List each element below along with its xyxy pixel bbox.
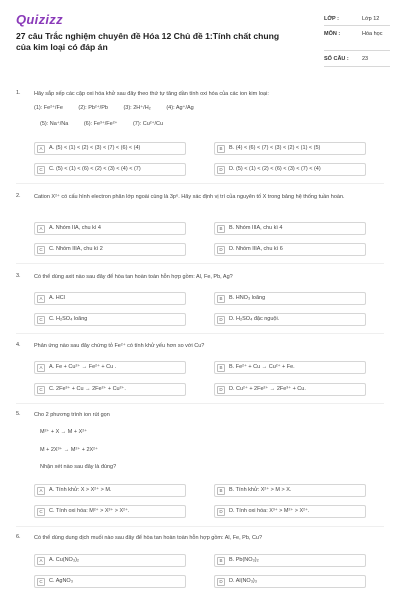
- option-letter-badge: D: [217, 246, 225, 254]
- subject-value: Hóa học: [362, 31, 383, 37]
- answer-option-a[interactable]: [34, 484, 186, 497]
- option-letter-badge: C: [37, 246, 45, 254]
- answer-option-c[interactable]: [34, 163, 186, 176]
- answer-option-b[interactable]: [214, 292, 366, 305]
- option-text: D. Nhóm IIIA, chu kì 6: [229, 246, 283, 252]
- equation-1: M²⁺ + X → M + X²⁺: [40, 429, 88, 435]
- answer-option-c[interactable]: [34, 383, 186, 396]
- answer-option-a[interactable]: [34, 554, 186, 567]
- option-text: D. Al(NO₃)₃: [229, 578, 258, 584]
- pair-item: (6): Fe³⁺/Fe²⁺: [83, 121, 118, 127]
- option-letter-badge: B: [217, 145, 225, 153]
- option-letter-badge: A: [37, 364, 45, 372]
- option-text: D. Tính oxi hóa: X³⁺ > M²⁺ > X²⁺.: [229, 508, 310, 514]
- option-text: C. Nhóm IIIA, chu kì 2: [49, 246, 103, 252]
- option-letter-badge: A: [37, 145, 45, 153]
- option-text: B. HNO₃ loãng: [229, 295, 266, 301]
- option-text: D. (5) < (1) < (2) < (6) < (3) < (7) < (4): [229, 166, 321, 172]
- option-text: B. Nhóm IIIA, chu kì 4: [229, 225, 283, 231]
- option-text: C. Tính oxi hóa: M²⁺ > X³⁺ > X²⁺.: [49, 508, 130, 514]
- option-text: C. 2Fe³⁺ + Cu → 2Fe²⁺ + Cu²⁺.: [49, 386, 126, 392]
- quizizz-logo: Quizizz: [16, 12, 63, 27]
- question-prompt: Nhận xét nào sau đây là đúng?: [40, 464, 117, 470]
- question-separator: [16, 263, 384, 264]
- answer-option-d[interactable]: [214, 313, 366, 326]
- option-text: A. (5) < (1) < (2) < (3) < (7) < (6) < (4): [49, 145, 141, 151]
- option-letter-badge: A: [37, 487, 45, 495]
- option-text: B. Tính khử: X²⁺ > M > X.: [229, 487, 292, 493]
- answer-option-c[interactable]: [34, 313, 186, 326]
- option-letter-badge: B: [217, 364, 225, 372]
- option-letter-badge: C: [37, 316, 45, 324]
- option-text: A. Cu(NO₃)₂: [49, 557, 80, 563]
- option-letter-badge: C: [37, 508, 45, 516]
- question-stem: Hãy sắp xếp các cặp oxi hóa khử sau đây theo thứ tự tăng dần tính oxi hóa của các ion kim loại:: [34, 91, 269, 97]
- divider: [324, 66, 390, 67]
- question-number: 3.: [16, 273, 21, 279]
- question-stem: Phản ứng nào sau đây chứng tỏ Fe²⁺ có tính khử yếu hơn so với Cu?: [34, 343, 205, 349]
- pair-item: (7): Cu²⁺/Cu: [132, 121, 164, 127]
- answer-option-a[interactable]: [34, 292, 186, 305]
- option-letter-badge: D: [217, 578, 225, 586]
- option-letter-badge: B: [217, 225, 225, 233]
- answer-option-b[interactable]: [214, 222, 366, 235]
- option-text: B. (4) < (6) < (7) < (3) < (2) < (1) < (5): [229, 145, 321, 151]
- question-number: 4.: [16, 342, 21, 348]
- question-separator: [16, 333, 384, 334]
- pair-item: (4): Ag⁺/Ag: [166, 105, 194, 111]
- grade-value: Lớp 12: [362, 16, 380, 22]
- option-text: C. H₂SO₄ loãng: [49, 316, 88, 322]
- answer-option-d[interactable]: [214, 505, 366, 518]
- option-letter-badge: C: [37, 578, 45, 586]
- worksheet-title: 27 câu Trắc nghiệm chuyên đề Hóa 12 Chủ đề 1:Tính chất chung của kim loại có đáp án: [16, 31, 280, 52]
- equation-2: M + 2X³⁺ → M²⁺ + 2X²⁺: [40, 447, 98, 453]
- answer-option-d[interactable]: [214, 243, 366, 256]
- pair-list-row-2: [40, 121, 163, 127]
- pair-item: (2): Pb²⁺/Pb: [78, 105, 108, 111]
- option-letter-badge: A: [37, 225, 45, 233]
- option-text: A. Tính khử: X > X²⁺ > M.: [49, 487, 112, 493]
- answer-option-c[interactable]: [34, 243, 186, 256]
- option-text: D. H₂SO₄ đặc nguội.: [229, 316, 280, 322]
- subject-label: MÔN :: [324, 31, 341, 37]
- option-text: C. AgNO₃: [49, 578, 73, 584]
- answer-option-b[interactable]: [214, 484, 366, 497]
- answer-option-b[interactable]: [214, 361, 366, 374]
- question-stem: Cho 2 phương trình ion rút gọn: [34, 412, 110, 418]
- option-letter-badge: D: [217, 316, 225, 324]
- answer-option-a[interactable]: [34, 361, 186, 374]
- pair-item: (5): Na⁺/Na: [40, 121, 69, 127]
- grade-label: LỚP :: [324, 16, 339, 22]
- divider: [324, 50, 390, 51]
- question-stem: Có thể dùng dung dịch muối nào sau đây để hòa tan hoàn toàn hỗn hợp gồm: Al, Fe, Pb, Cu?: [34, 535, 263, 541]
- question-separator: [16, 183, 384, 184]
- pair-list-row-1: [34, 105, 194, 111]
- question-number: 1.: [16, 90, 21, 96]
- answer-option-c[interactable]: [34, 505, 186, 518]
- option-letter-badge: A: [37, 557, 45, 565]
- count-value: 23: [362, 56, 369, 62]
- question-number: 6.: [16, 534, 21, 540]
- option-text: B. Fe²⁺ + Cu → Cu²⁺ + Fe.: [229, 364, 295, 370]
- option-letter-badge: B: [217, 295, 225, 303]
- pair-item: (3): 2H⁺/H₂: [123, 105, 151, 111]
- answer-option-b[interactable]: [214, 554, 366, 567]
- divider: [324, 25, 390, 26]
- answer-option-b[interactable]: [214, 142, 366, 155]
- option-text: A. HCl: [49, 295, 65, 301]
- question-stem: Có thể dùng axit nào sau đây để hòa tan hoàn toàn hỗn hợp gồm: Al, Fe, Pb, Ag?: [34, 274, 233, 280]
- answer-option-d[interactable]: [214, 383, 366, 396]
- question-number: 2.: [16, 193, 21, 199]
- option-text: A. Nhóm IIA, chu kì 4: [49, 225, 101, 231]
- answer-option-c[interactable]: [34, 575, 186, 588]
- answer-option-d[interactable]: [214, 575, 366, 588]
- answer-option-a[interactable]: [34, 222, 186, 235]
- option-text: A. Fe + Cu²⁺ → Fe²⁺ + Cu .: [49, 364, 117, 370]
- option-text: D. Cu²⁺ + 2Fe²⁺ → 2Fe³⁺ + Cu.: [229, 386, 306, 392]
- question-number: 5.: [16, 411, 21, 417]
- option-letter-badge: C: [37, 386, 45, 394]
- question-separator: [16, 403, 384, 404]
- option-letter-badge: D: [217, 386, 225, 394]
- option-text: B. Pb(NO₃)₂: [229, 557, 259, 563]
- count-label: SỐ CÂU :: [324, 56, 349, 62]
- question-separator: [16, 526, 384, 527]
- option-text: C. (5) < (1) < (6) < (2) < (3) < (4) < (7): [49, 166, 141, 172]
- option-letter-badge: D: [217, 166, 225, 174]
- option-letter-badge: A: [37, 295, 45, 303]
- pair-item: (1): Fe²⁺/Fe: [34, 105, 63, 111]
- option-letter-badge: B: [217, 557, 225, 565]
- question-stem: Cation X²⁺ có cấu hình electron phân lớp ngoài cùng là 3p⁶. Hãy xác định vị trí của nguyên tố X trong bảng hệ thống tuần hoàn.: [34, 194, 345, 200]
- option-letter-badge: D: [217, 508, 225, 516]
- answer-option-a[interactable]: [34, 142, 186, 155]
- option-letter-badge: C: [37, 166, 45, 174]
- answer-option-d[interactable]: [214, 163, 366, 176]
- option-letter-badge: B: [217, 487, 225, 495]
